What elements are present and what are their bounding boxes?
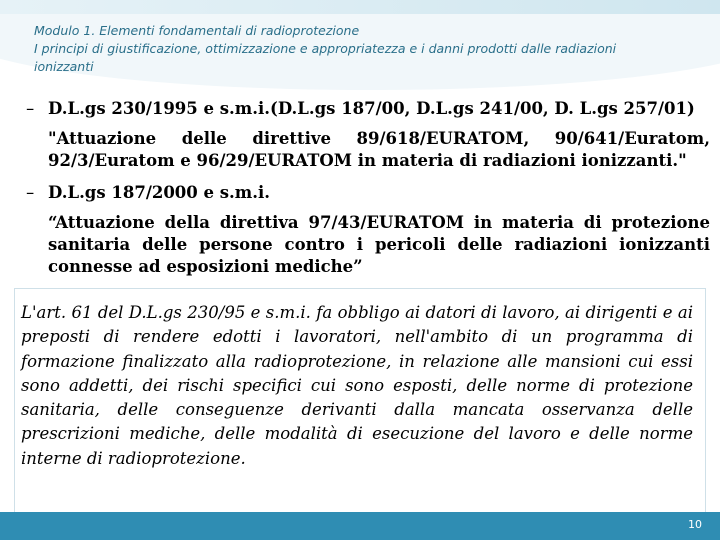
bullet-quote: "Attuazione delle direttive 89/618/EURATOM, 90/641/Euratom, 92/3/Euratom e 96/29/EURATOM in materia di radiazioni ionizzanti." [48,129,710,170]
body-paragraph: L'art. 61 del D.L.gs 230/95 e s.m.i. fa obbligo ai datori di lavoro, ai dirigenti e ai preposti di rendere edotti i lavoratori, nell'ambito di un programma di formazione finalizzato alla radioprotezione, in relazione alle mansioni cui essi sono addetti, dei rischi specifici cui sono esposti, delle norme di protezione sanitaria, delle conseguenze derivanti dalla mancata osservanza delle prescrizioni mediche, delle modalità di esecuzione del lavoro e delle norme interne di radioprotezione. [21,303,693,468]
bullet-list [26,98,710,278]
bullet-item-1 [26,98,710,120]
bullet-quote: “Attuazione della direttiva 97/43/EURATOM in materia di protezione sanitaria delle persone contro i pericoli delle radiazioni ionizzanti connesse ad esposizioni mediche” [48,213,710,276]
bullet-dash: – [26,183,35,202]
content-panel [14,288,706,526]
slide-header [34,22,674,76]
bullet-title: D.L.gs 187/2000 e s.m.i. [48,183,271,202]
module-title: Modulo 1. Elementi fondamentali di radioprotezione [34,23,360,38]
page-number: 10 [688,518,702,531]
background-top-band [0,0,720,14]
bullet-dash: – [26,99,35,118]
bullet-title: D.L.gs 230/1995 e s.m.i.(D.L.gs 187/00, D.L.gs 241/00, D. L.gs 257/01) [48,99,695,118]
footer-band [0,512,720,540]
module-subtitle: I principi di giustificazione, ottimizzazione e appropriatezza e i danni prodotti dalle radiazioni ionizzanti [34,41,617,74]
bullet-item-2 [26,182,710,204]
